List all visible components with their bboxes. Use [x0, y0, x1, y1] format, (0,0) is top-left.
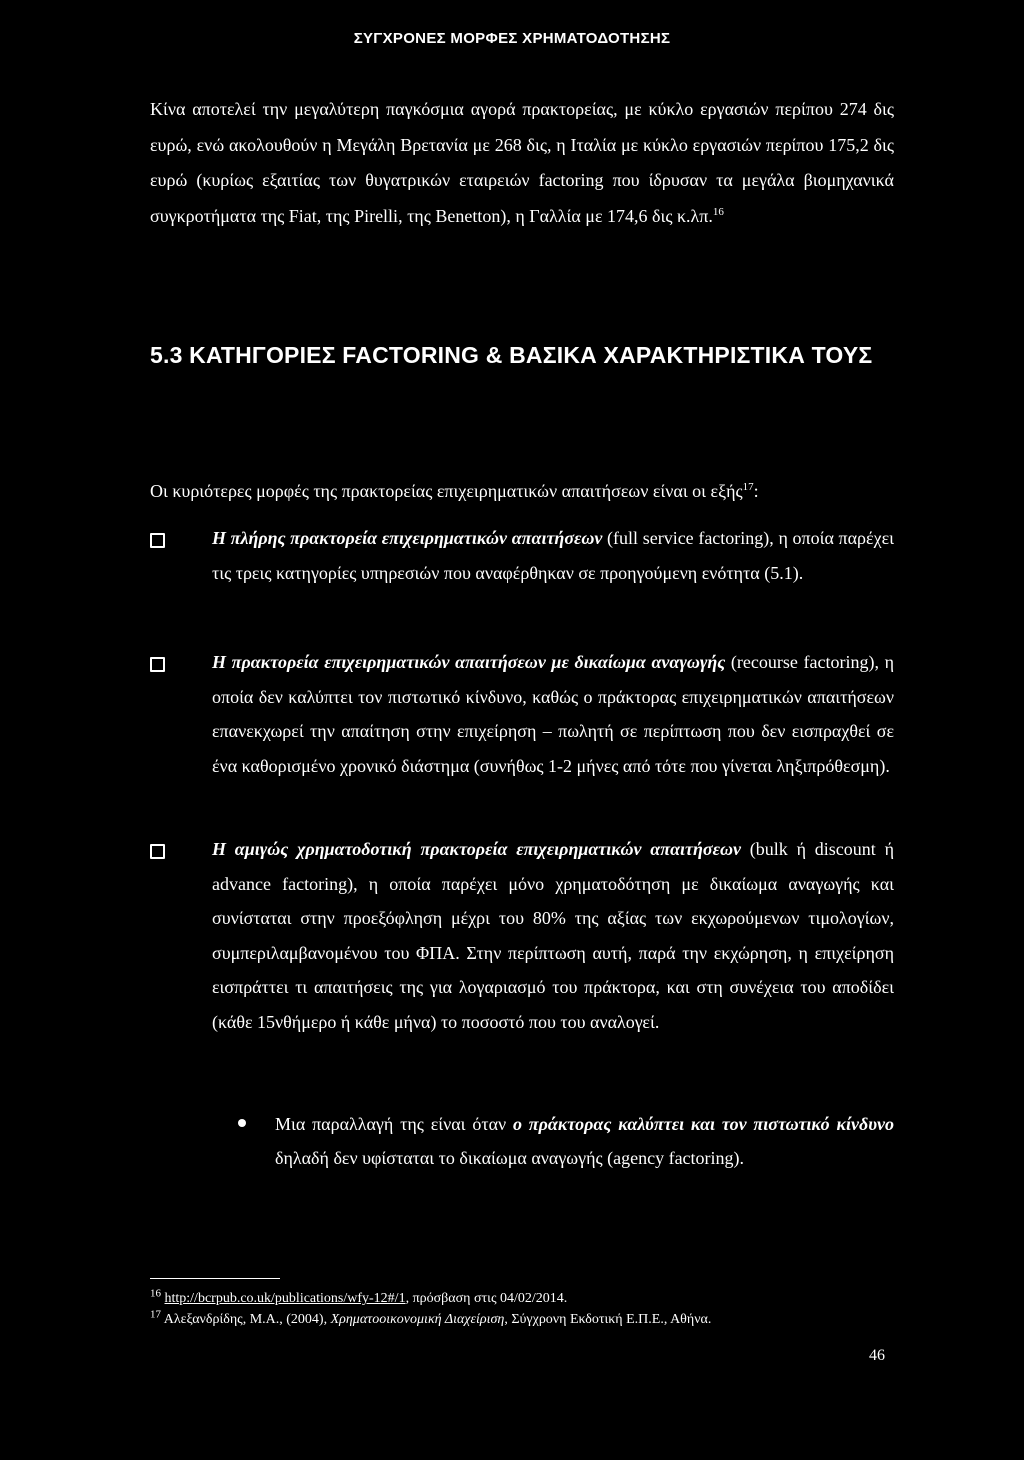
bullet-suffix: δηλαδή δεν υφίσταται το δικαίωμα αναγωγής (agency factoring). — [275, 1148, 745, 1168]
footnote-number: 16 — [150, 1287, 161, 1300]
bullet-prefix: Μια παραλλαγή της είναι όταν — [275, 1114, 513, 1134]
lead-text: Οι κυριότερες μορφές της πρακτορείας επιχειρηματικών απαιτήσεων είναι οι εξής — [150, 481, 743, 501]
intro-paragraph — [150, 92, 894, 234]
bullet-item-agency — [238, 1107, 894, 1175]
item-term: Η πρακτορεία επιχειρηματικών απαιτήσεων με δικαίωμα αναγωγής — [212, 652, 726, 672]
running-head: ΣΥΓΧΡΟΝΕΣ ΜΟΡΦΕΣ ΧΡΗΜΑΤΟΔΟΤΗΣΗΣ — [353, 30, 671, 47]
item-term: Η πλήρης πρακτορεία επιχειρηματικών απαιτήσεων — [212, 528, 603, 548]
footnote-link[interactable]: http://bcrpub.co.uk/publications/wfy-12#/1 — [164, 1291, 406, 1306]
footnote-text: , πρόσβαση στις 04/02/2014. — [405, 1291, 568, 1306]
footnote-16 — [150, 1289, 910, 1309]
bullet-icon — [238, 1119, 246, 1127]
bullet-emphasis: ο πράκτορας καλύπτει και τον πιστωτικό κίνδυνο — [512, 1114, 894, 1134]
footnote-title: Χρηματοοικονομική Διαχείριση — [330, 1312, 505, 1327]
list-item-full-service — [150, 521, 894, 590]
list-item-bulk — [150, 832, 894, 1039]
item-description: (recourse factoring), η οποία δεν καλύπτει τον πιστωτικό κίνδυνο, καθώς ο πράκτορας επιχειρηματικών απαιτήσεων επανεκχωρεί την απαίτηση στην επιχείρηση – πωλητή σε περίπτωση που δεν εισπραχθεί σε ένα καθορισμένο χρονικό διάστημα (συνήθως 1-2 μήνες από τότε που γίνεται ληξιπρόθεσμη). — [212, 652, 894, 776]
checkbox-icon — [150, 657, 165, 672]
checkbox-icon — [150, 844, 165, 859]
footnote-ref-16[interactable]: 16 — [712, 205, 724, 218]
page-number: 46 — [869, 1347, 885, 1364]
lead-paragraph — [150, 474, 894, 510]
footnote-divider — [150, 1278, 280, 1279]
section-heading: 5.3 ΚΑΤΗΓΟΡΙΕΣ FACTORING & ΒΑΣΙΚΑ ΧΑΡΑΚΤΗΡΙΣΤΙΚΑ ΤΟΥΣ — [150, 342, 873, 368]
list-item-recourse — [150, 645, 894, 783]
footnote-text: , Σύγχρονη Εκδοτική Ε.Π.Ε., Αθήνα. — [504, 1312, 712, 1327]
footnote-ref-17[interactable]: 17 — [742, 481, 754, 493]
footnote-number: 17 — [150, 1308, 161, 1321]
footnote-17 — [150, 1310, 910, 1330]
item-term: Η αμιγώς χρηματοδοτική πρακτορεία επιχειρηματικών απαιτήσεων — [212, 839, 741, 859]
intro-text: Κίνα αποτελεί την μεγαλύτερη παγκόσμια αγορά πρακτορείας, με κύκλο εργασιών περίπου 274 δις ευρώ, ενώ ακολουθούν η Μεγάλη Βρετανία με 268 δις, η Ιταλία με κύκλο εργασιών περίπου 175,2 δις ευρώ (κυρίως εξαιτίας των θυγατρικών εταιρειών factoring που ίδρυσαν τα μεγάλα βιομηχανικά συγκροτήματα της Fiat, της Pirelli, της Benetton), η Γαλλία με 174,6 δις κ.λπ. — [150, 99, 894, 226]
checkbox-icon — [150, 533, 165, 548]
footnote-author: Αλεξανδρίδης, Μ.Α., (2004), — [161, 1312, 331, 1327]
lead-suffix: : — [753, 481, 759, 501]
item-description: (bulk ή discount ή advance factoring), η οποία παρέχει μόνο χρηματοδότηση με δικαίωμα αναγωγής και συνίσταται στην προεξόφληση μέχρι του 80% της αξίας των εκχωρούμενων τιμολογίων, συμπεριλαμβανομένου του ΦΠΑ. Στην περίπτωση αυτή, παρά την εκχώρηση, η επιχείρηση εισπράττει τι απαιτήσεις της για λογαριασμό του πράκτορα, και στη συνέχεια του αποδίδει (κάθε 15νθήμερο ή κάθε μήνα) το ποσοστό που του αναλογεί. — [212, 839, 894, 1032]
item-description: (full service factoring), η οποία παρέχει τις τρεις κατηγορίες υπηρεσιών που αναφέρθηκαν σε προηγούμενη ενότητα (5.1). — [212, 528, 894, 583]
